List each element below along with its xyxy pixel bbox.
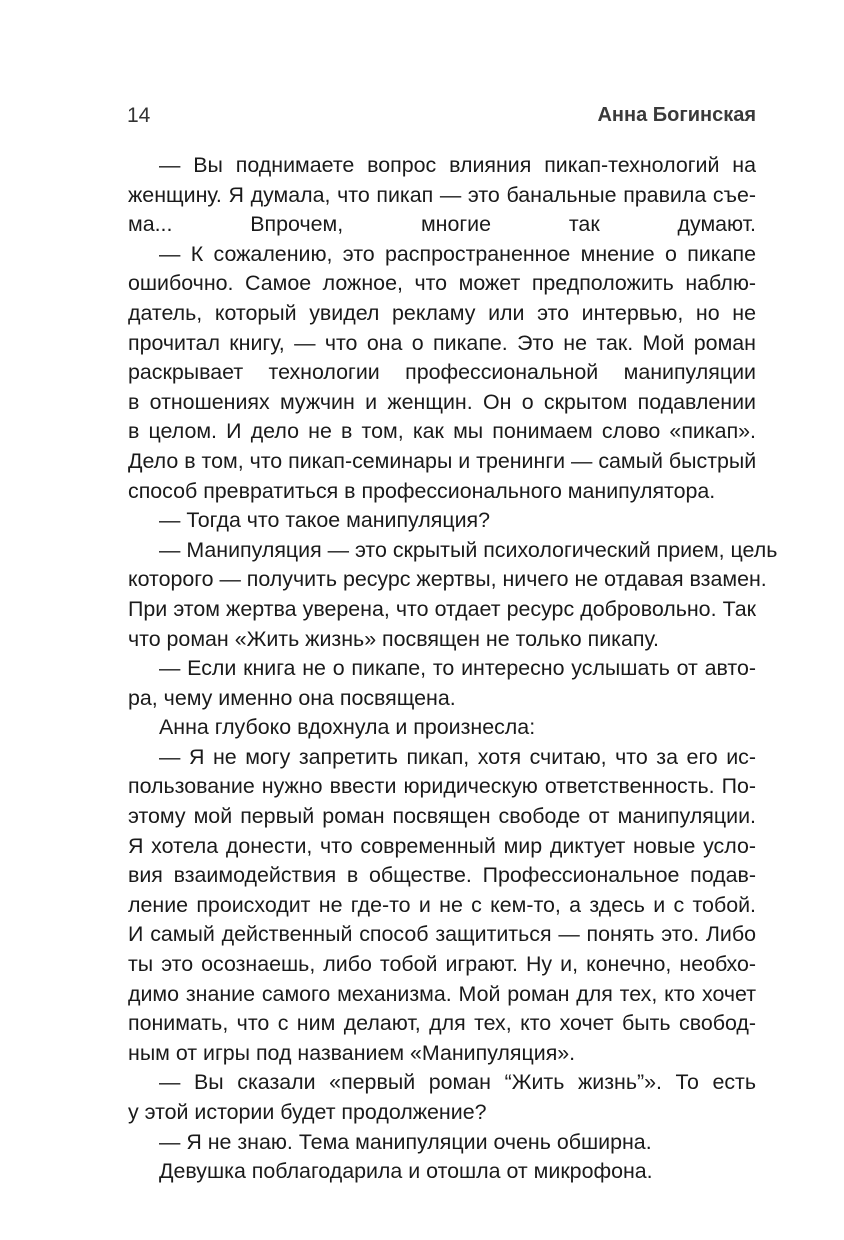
text-line: у этой истории будет продолжение? [128,1100,487,1124]
text-line: раскрывает технологии профессиональной манипуляции [128,360,756,385]
text-line: — Вы поднимаете вопрос влияния пикап-технологий на [159,153,756,177]
text-line: ление происходит не где-то и не с кем-то, а здесь и с тобой. [128,892,756,917]
text-line: способ превратиться в профессионального манипулятора. [128,478,716,503]
text-line: димо знание самого механизма. Мой роман для тех, кто хочет [128,981,756,1006]
text-line: — Манипуляция — это скрытый психологический прием, цель [159,537,778,562]
text-line: — Я не знаю. Тема манипуляции очень обширна. [159,1129,652,1154]
text-line: что роман «Жить жизнь» посвящен не только пикапу. [128,626,659,651]
text-line: ошибочно. Самое ложное, что может предположить наблю- [128,271,756,296]
text-line: в отношениях мужчин и женщин. Он о скрытом подавлении [128,389,756,414]
text-line: — Если книга не о пикапе, то интересно услышать от авто- [159,656,756,681]
text-line: ма... Впрочем, многие так думают. [128,212,756,237]
running-head-author: Анна Богинская [597,104,756,126]
text-line: Анна глубоко вдохнула и произнесла: [159,715,536,740]
text-line: женщину. Я думала, что пикап — это банальные правила съе- [128,182,756,207]
text-line: Я хотела донести, что современный мир диктует новые усло- [128,833,756,858]
page-number: 14 [127,104,151,127]
text-line: Дело в том, что пикап-семинары и тренинги — самый быстрый [128,448,757,473]
text-line: понимать, что с ним делают, для тех, кто хочет быть свобод- [128,1011,756,1036]
text-line: вия взаимодействия в обществе. Профессиональное подав- [128,863,756,888]
text-line: прочитал книгу, — что она о пикапе. Это не так. Мой роман [128,330,756,355]
text-line: этому мой первый роман посвящен свободе от манипуляции. [128,804,756,829]
text-line: — Вы сказали «первый роман “Жить жизнь”». То есть [159,1070,756,1095]
text-line: датель, который увидел рекламу или это интервью, но не [128,300,756,325]
text-line: в целом. И дело не в том, как мы понимаем слово «пикап». [128,419,756,444]
body-text [128,151,778,1187]
text-line: ным от игры под названием «Манипуляция». [128,1040,576,1065]
text-line: И самый действенный способ защититься — понять это. Либо [128,922,756,947]
text-line: Девушка поблагодарила и отошла от микрофона. [159,1159,653,1184]
text-line: — К сожалению, это распространенное мнение о пикапе [159,241,756,266]
text-line: При этом жертва уверена, что отдает ресурс добровольно. Так [128,596,756,621]
page-header [127,104,756,134]
text-line: ра, чему именно она посвящена. [128,685,456,710]
text-line: — Я не могу запретить пикап, хотя считаю, что за его ис- [159,744,756,769]
text-line: которого — получить ресурс жертвы, ничего не отдавая взамен. [128,567,767,592]
text-line: пользование нужно ввести юридическую ответственность. По- [128,774,756,799]
text-line: — Тогда что такое манипуляция? [159,508,491,533]
text-line: ты это осознаешь, либо тобой играют. Ну и, конечно, необхо- [128,952,756,977]
